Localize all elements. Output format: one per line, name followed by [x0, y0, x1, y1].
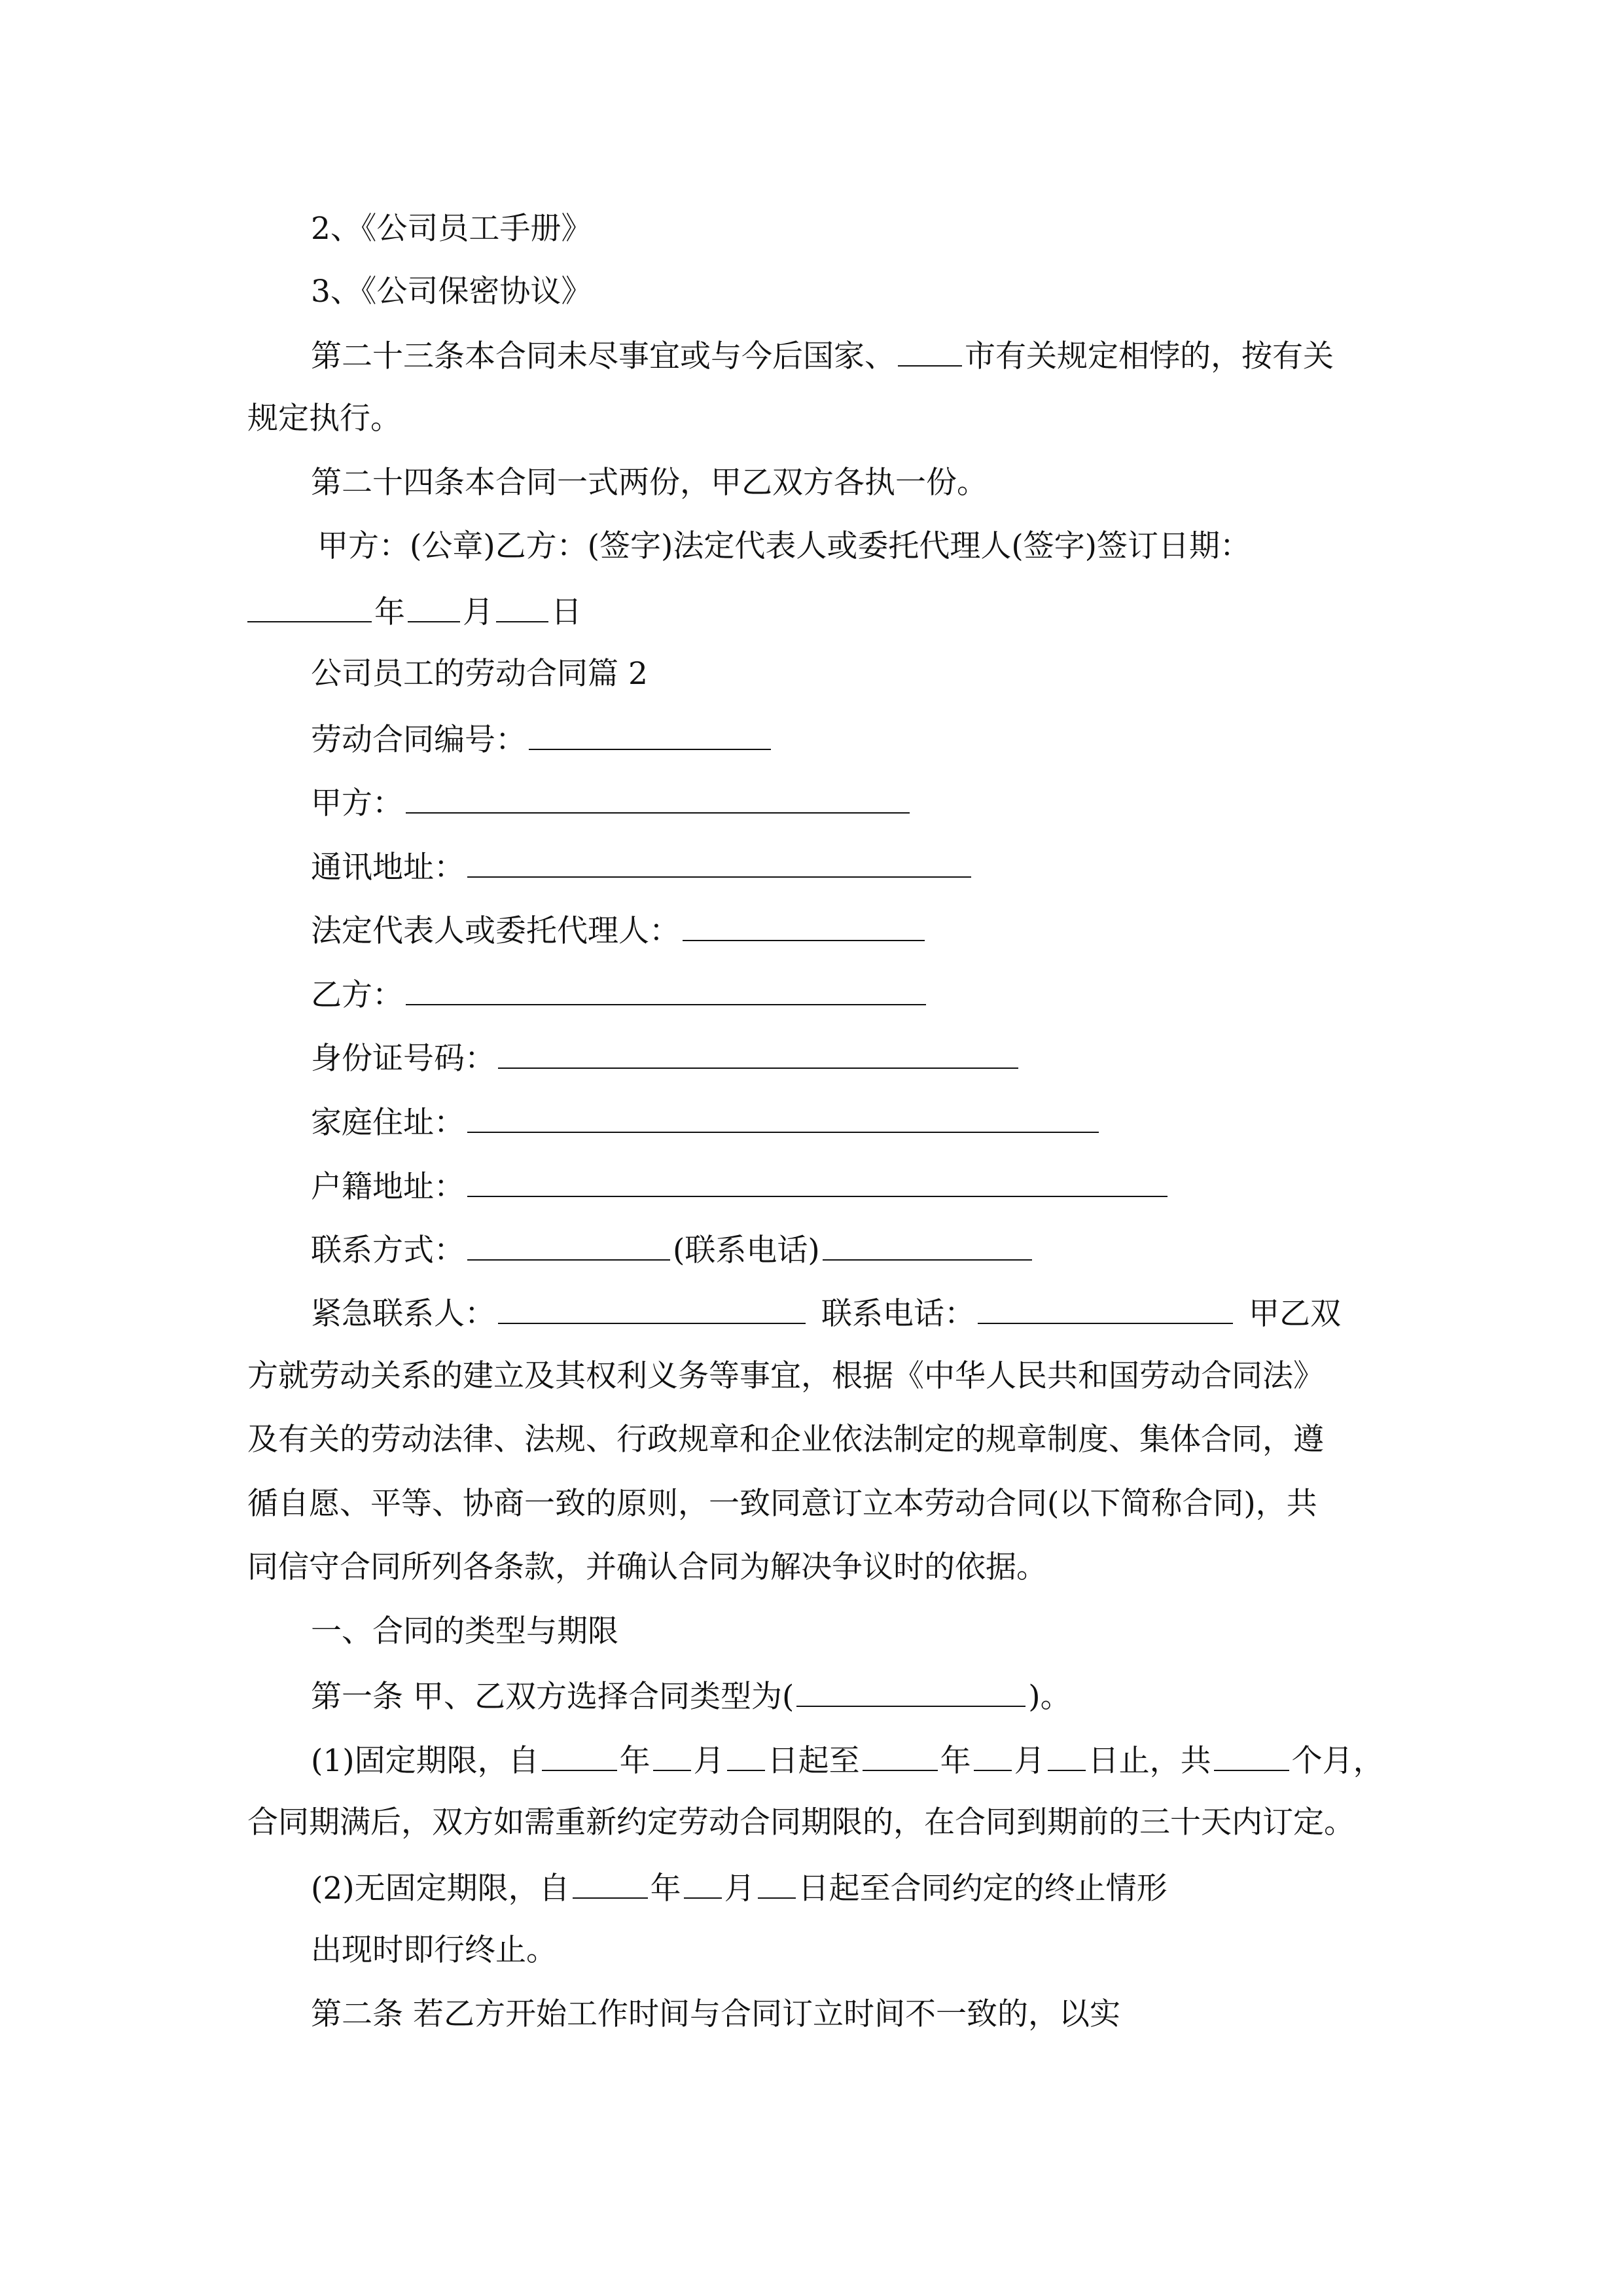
article-24: 第二十四条本合同一式两份，甲乙双方各执一份。 — [311, 465, 988, 501]
open-term-line1: (2)无固定期限，自 年 月 日起至合同约定的终止情形 — [0, 1867, 1623, 1909]
field-contract-number: 劳动合同编号： — [0, 719, 1623, 760]
section-title-2: 公司员工的劳动合同篇 2 — [311, 656, 648, 692]
preamble-line1: 方就劳动关系的建立及其权利义务等事宜，根据《中华人民共和国劳动合同法》 — [247, 1358, 1324, 1394]
city-blank — [898, 335, 962, 367]
preamble-line4: 同信守合同所列各条款，并确认合同为解决争议时的依据。 — [247, 1549, 1047, 1585]
date-line: 年 月 日 — [0, 591, 1623, 632]
item-confidentiality-agreement: 3、《公司保密协议》 — [311, 274, 592, 310]
field-home-address: 家庭住址： — [0, 1102, 1623, 1143]
fixed-term-line1: (1)固定期限，自 年 月 日起至 年 月 日止，共 个月， — [0, 1740, 1623, 1781]
field-contact-method: 联系方式： (联系电话) — [0, 1229, 1623, 1270]
field-party-b: 乙方： — [0, 974, 1623, 1015]
article-23-line1: 第二十三条本合同未尽事宜或与今后国家、 市有关规定相悖的，按有关 — [0, 335, 1623, 376]
chapter-1-heading: 一、合同的类型与期限 — [311, 1613, 618, 1649]
article-23-line2: 规定执行。 — [247, 401, 401, 437]
field-id-number: 身份证号码： — [0, 1037, 1623, 1079]
item-employee-handbook: 2、《公司员工手册》 — [311, 211, 592, 247]
preamble-line2: 及有关的劳动法律、法规、行政规章和企业依法制定的规章制度、集体合同，遵 — [247, 1422, 1324, 1458]
open-term-line2: 出现时即行终止。 — [311, 1932, 557, 1968]
field-mailing-address: 通讯地址： — [0, 846, 1623, 888]
field-legal-representative: 法定代表人或委托代理人： — [0, 910, 1623, 951]
fixed-term-line2: 合同期满后，双方如需重新约定劳动合同期限的，在合同到期前的三十天内订定。 — [247, 1804, 1355, 1840]
article-1: 第一条 甲、乙双方选择合同类型为( )。 — [0, 1676, 1623, 1717]
field-emergency-contact: 紧急联系人： 联系电话： 甲乙双 — [0, 1293, 1623, 1334]
field-household-address: 户籍地址： — [0, 1166, 1623, 1207]
preamble-line3: 循自愿、平等、协商一致的原则，一致同意订立本劳动合同(以下简称合同)，共 — [247, 1486, 1317, 1522]
article-2: 第二条 若乙方开始工作时间与合同订立时间不一致的，以实 — [311, 1996, 1120, 2032]
field-party-a: 甲方： — [0, 782, 1623, 823]
signature-line: 甲方：(公章)乙方：(签字)法定代表人或委托代理人(签字)签订日期： — [317, 528, 1251, 564]
